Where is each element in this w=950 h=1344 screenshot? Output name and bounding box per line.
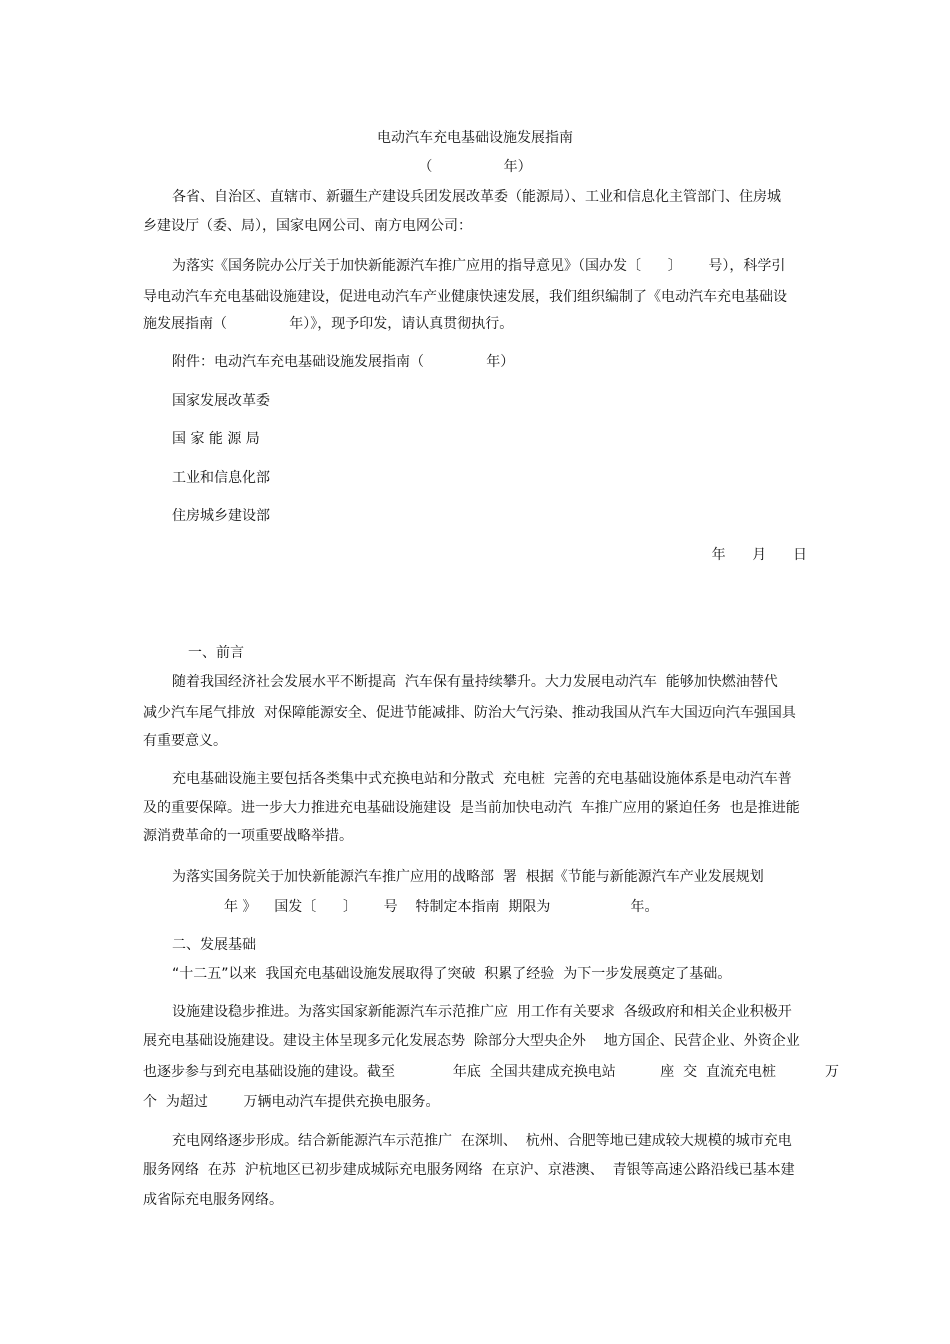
- paragraph-line: 源消费革命的一项重要战略举措。: [143, 828, 353, 844]
- intro-line-2: 导电动汽车充电基础设施建设，促进电动汽车产业健康快速发展，我们组织编制了《电动汽车充电基础设: [143, 289, 787, 305]
- signer-miit: 工业和信息化部: [172, 470, 270, 486]
- paragraph-line: 充电网络逐步形成。结合新能源汽车示范推广 在深圳、 杭州、合肥等地已建成较大规模的城市充电: [172, 1133, 792, 1149]
- paragraph-line: 随着我国经济社会发展水平不断提高 汽车保有量持续攀升。大力发展电动汽车 能够加快燃油替代: [172, 674, 778, 690]
- paragraph-line: 成省际充电服务网络。: [143, 1192, 283, 1208]
- intro-line-3: 施发展指南（ 年）》，现予印发，请认真贯彻执行。: [143, 316, 514, 332]
- addressee-line-1: 各省、自治区、直辖市、新疆生产建设兵团发展改革委（能源局）、工业和信息化主管部门、住房城: [172, 189, 781, 205]
- signer-nea: 国 家 能 源 局: [172, 431, 260, 447]
- date-line: 年 月 日: [711, 547, 807, 563]
- section-2-heading: 二、发展基础: [172, 937, 256, 953]
- signer-ndrc: 国家发展改革委: [172, 393, 270, 409]
- paragraph-line: 及的重要保障。进一步大力推进充电基础设施建设 是当前加快电动汽 车推广应用的紧迫任务 也是推进能: [143, 800, 800, 816]
- paragraph-line: 充电基础设施主要包括各类集中式充换电站和分散式 充电桩 完善的充电基础设施体系是电动汽车普: [172, 771, 792, 787]
- paragraph-line: 展充电基础设施建设。建设主体呈现多元化发展态势 除部分大型央企外 地方国企、民营企业、外资企业: [143, 1033, 800, 1049]
- paragraph-line: 服务网络 在苏 沪杭地区已初步建成城际充电服务网络 在京沪、京港澳、 青银等高速公路沿线已基本建: [143, 1162, 795, 1178]
- addressee-line-2: 乡建设厅（委、局），国家电网公司、南方电网公司：: [143, 218, 472, 234]
- signer-mohurd: 住房城乡建设部: [172, 508, 270, 524]
- document-title: 电动汽车充电基础设施发展指南: [377, 130, 573, 146]
- paragraph-line: 设施建设稳步推进。为落实国家新能源汽车示范推广应 用工作有关要求 各级政府和相关企业积极开: [172, 1004, 792, 1020]
- paragraph-line: 年 》 国发〔 〕 号 特制定本指南 期限为 年。: [224, 899, 659, 915]
- section-1-heading: 一、前言: [188, 645, 244, 661]
- paragraph-line: 也逐步参与到充电基础设施的建设。截至 年底 全国共建成充换电站 座 交 直流充电桩 万: [143, 1064, 840, 1080]
- attachment-line: 附件：电动汽车充电基础设施发展指南（ 年）: [172, 354, 515, 370]
- paragraph-line: “十二五”以来 我国充电基础设施发展取得了突破 积累了经验 为下一步发展奠定了基础。: [172, 966, 732, 982]
- paragraph-line: 减少汽车尾气排放 对保障能源安全、促进节能减排、防治大气污染、推动我国从汽车大国迈向汽车强国具: [143, 705, 796, 721]
- paragraph-line: 为落实国务院关于加快新能源汽车推广应用的战略部 署 根据《节能与新能源汽车产业发展规划: [172, 869, 764, 885]
- intro-line-1: 为落实《国务院办公厅关于加快新能源汽车推广应用的指导意见》（国办发〔 〕 号），科学引: [172, 258, 786, 274]
- paragraph-line: 有重要意义。: [143, 733, 227, 749]
- paragraph-line: 个 为超过 万辆电动汽车提供充换电服务。: [143, 1094, 440, 1110]
- document-year-line: （ 年）: [418, 159, 532, 175]
